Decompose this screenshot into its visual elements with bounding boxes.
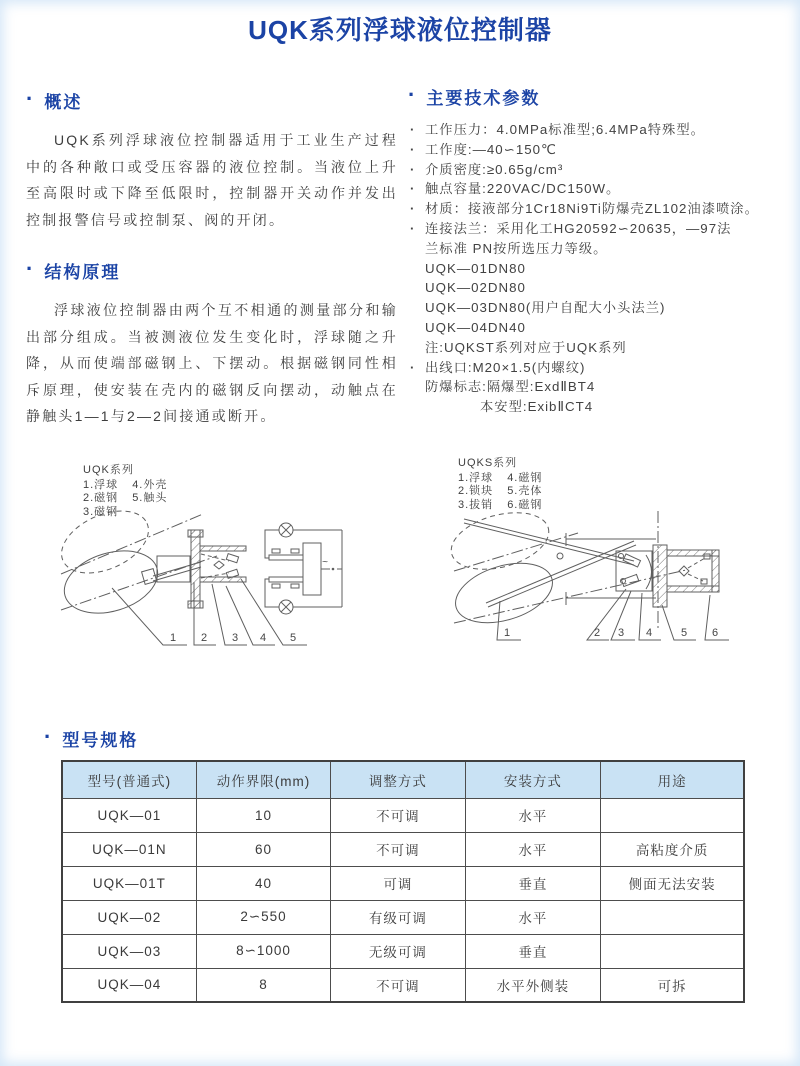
legend-item: 2.锁块 bbox=[458, 485, 494, 497]
cell-model: UQK—03 bbox=[62, 934, 196, 968]
cell-adjust: 不可调 bbox=[331, 968, 465, 1002]
legend-item: 1.浮球 bbox=[458, 471, 494, 484]
cell-adjust: 不可调 bbox=[331, 798, 465, 832]
housing-wall bbox=[667, 550, 719, 556]
param-line: · 工作度:—40∽150℃ bbox=[408, 140, 792, 160]
pivot bbox=[557, 553, 563, 559]
cell-usage bbox=[601, 798, 744, 832]
cell-mount: 水平 bbox=[465, 832, 601, 866]
callout-number: 3 bbox=[231, 632, 239, 644]
table-header-row bbox=[62, 761, 744, 798]
legend-item: 4.外壳 bbox=[132, 478, 168, 491]
housing-end bbox=[712, 550, 719, 592]
column-header: 调整方式 bbox=[331, 761, 465, 798]
cell-adjust: 可调 bbox=[331, 866, 465, 900]
bullet-icon bbox=[26, 261, 35, 281]
table-row bbox=[62, 900, 744, 934]
column-header: 型号(普通式) bbox=[62, 761, 196, 798]
overview-heading bbox=[26, 88, 398, 113]
float-ball bbox=[448, 553, 559, 634]
callout-number: 2 bbox=[593, 627, 601, 639]
cell-usage bbox=[601, 934, 744, 968]
callout-number: 5 bbox=[289, 632, 297, 644]
cell-usage: 可拆 bbox=[601, 968, 744, 1002]
param-line: 注:UQKST系列对应于UQK系列 bbox=[425, 339, 627, 355]
cell-mount: 垂直 bbox=[465, 866, 601, 900]
pivot bbox=[679, 566, 689, 576]
overview-paragraph: UQK系列浮球液位控制器适用于工业生产过程中的各种敞口或受压容器的液位控制。当液位上升至高限时或下降至低限时，控制器开关动作并发出控制报警信号或控制泵、阀的开闭。 bbox=[26, 132, 398, 228]
cell-range: 10 bbox=[196, 798, 330, 832]
cell-adjust: 有级可调 bbox=[331, 900, 465, 934]
params-heading bbox=[408, 84, 792, 109]
flange bbox=[191, 530, 200, 608]
magnet bbox=[621, 574, 638, 586]
cell-model: UQK—01 bbox=[62, 798, 196, 832]
uqk-legend-title: UQK系列 bbox=[83, 464, 134, 476]
params-list bbox=[408, 120, 792, 417]
cell-range: 8∽1000 bbox=[196, 934, 330, 968]
legend-item: 5.触头 bbox=[132, 492, 168, 504]
ac-symbol: ~ bbox=[322, 557, 328, 568]
right-column bbox=[408, 84, 792, 417]
cell-usage: 高粘度介质 bbox=[601, 832, 744, 866]
bullet-icon bbox=[408, 87, 417, 107]
contact-bar bbox=[269, 577, 303, 582]
param-line: · 触点容量:220VAC/DC150W。 bbox=[408, 179, 792, 199]
cell-model: UQK—02 bbox=[62, 900, 196, 934]
legend-item: 2.磁钢 bbox=[83, 492, 119, 504]
uqks-legend bbox=[458, 457, 542, 512]
callout-number: 4 bbox=[645, 627, 653, 639]
principle-paragraph: 浮球液位控制器由两个互不相通的测量部分和输出部分组成。当被测液位发生变化时，浮球随之升降，从而使端部磁钢上、下摆动。根据磁钢同性相斥原理，使安装在壳内的磁钢反向摆动，动触点在静触头1—1与2—2间接通或断开。 bbox=[26, 302, 398, 424]
cell-range: 2∽550 bbox=[196, 900, 330, 934]
callout-number: 6 bbox=[711, 627, 719, 639]
param-line: 兰标准 PN按所选压力等级。 bbox=[425, 240, 608, 256]
param-line: · 连接法兰：采用化工HG20592∽20635，—97法 bbox=[408, 219, 792, 239]
param-line: UQK—02DN80 bbox=[425, 280, 526, 296]
cell-model: UQK—04 bbox=[62, 968, 196, 1002]
param-line: UQK—01DN80 bbox=[425, 260, 526, 276]
param-line: UQK—04DN40 bbox=[425, 319, 526, 335]
principle-heading-label: 结构原理 bbox=[44, 263, 121, 282]
uqk-diagram bbox=[55, 458, 395, 673]
bullet-icon bbox=[44, 729, 53, 749]
legend-item: 4.磁钢 bbox=[507, 471, 543, 484]
spec-table bbox=[61, 760, 745, 1003]
table-row bbox=[62, 968, 744, 1002]
uqks-diagram bbox=[448, 453, 793, 668]
float-ball bbox=[57, 540, 166, 624]
cell-range: 60 bbox=[196, 832, 330, 866]
table-row bbox=[62, 866, 744, 900]
param-line: · 出线口:M20×1.5(内螺纹) bbox=[408, 358, 792, 378]
table-row bbox=[62, 934, 744, 968]
uqks-legend-title: UQKS系列 bbox=[458, 457, 518, 469]
table-row bbox=[62, 832, 744, 866]
magnet bbox=[226, 554, 238, 563]
cell-mount: 水平 bbox=[465, 798, 601, 832]
callout-number: 1 bbox=[169, 632, 177, 644]
legend-item: 6.磁钢 bbox=[507, 498, 543, 511]
param-line: 防爆标志:隔爆型:ExdⅡBT4 bbox=[425, 379, 596, 395]
callout-number: 3 bbox=[617, 627, 625, 639]
cell-mount: 垂直 bbox=[465, 934, 601, 968]
cell-model: UQK—01N bbox=[62, 832, 196, 866]
cell-mount: 水平外侧装 bbox=[465, 968, 601, 1002]
column-header: 安装方式 bbox=[465, 761, 601, 798]
cell-adjust: 不可调 bbox=[331, 832, 465, 866]
cell-usage bbox=[601, 900, 744, 934]
legend-item: 3.拔销 bbox=[458, 498, 494, 511]
contact-bar bbox=[269, 555, 303, 560]
legend-item: 1.浮球 bbox=[83, 478, 119, 491]
bullet-icon bbox=[26, 91, 35, 111]
left-column bbox=[26, 88, 398, 430]
spec-table-heading bbox=[44, 726, 138, 751]
legend-item: 3.磁钢 bbox=[83, 505, 119, 518]
param-line: UQK—03DN80(用户自配大小头法兰) bbox=[425, 300, 666, 316]
overview-heading-label: 概述 bbox=[44, 93, 83, 112]
column-header: 用途 bbox=[601, 761, 744, 798]
cell-adjust: 无级可调 bbox=[331, 934, 465, 968]
callout-number: 5 bbox=[680, 627, 688, 639]
column-header: 动作界限(mm) bbox=[196, 761, 330, 798]
param-line: · 材质：接液部分1Cr18Ni9Ti防爆壳ZL102油漆喷涂。 bbox=[408, 199, 792, 219]
pivot bbox=[214, 561, 224, 569]
page-title: UQK系列浮球液位控制器 bbox=[248, 15, 552, 45]
table-row bbox=[62, 798, 744, 832]
housing-wall bbox=[200, 577, 246, 582]
cell-usage: 侧面无法安装 bbox=[601, 866, 744, 900]
cell-mount: 水平 bbox=[465, 900, 601, 934]
callout-number: 1 bbox=[503, 627, 511, 639]
legend-item: 5.壳体 bbox=[507, 485, 543, 497]
cell-range: 40 bbox=[196, 866, 330, 900]
params-heading-label: 主要技术参数 bbox=[426, 89, 541, 108]
param-line: 本安型:ExibⅡCT4 bbox=[480, 399, 594, 415]
param-line: · 工作压力：4.0MPa标准型;6.4MPa特殊型。 bbox=[408, 120, 792, 140]
spec-table-heading-label: 型号规格 bbox=[62, 731, 139, 750]
param-line: · 介质密度:≥0.65g/cm³ bbox=[408, 160, 792, 180]
callout-number: 4 bbox=[259, 632, 267, 644]
uqk-legend bbox=[83, 464, 167, 519]
cell-model: UQK—01T bbox=[62, 866, 196, 900]
principle-heading bbox=[26, 258, 398, 283]
housing-wall bbox=[200, 546, 246, 551]
housing-wall bbox=[667, 586, 719, 592]
cell-range: 8 bbox=[196, 968, 330, 1002]
callout-number: 2 bbox=[200, 632, 208, 644]
